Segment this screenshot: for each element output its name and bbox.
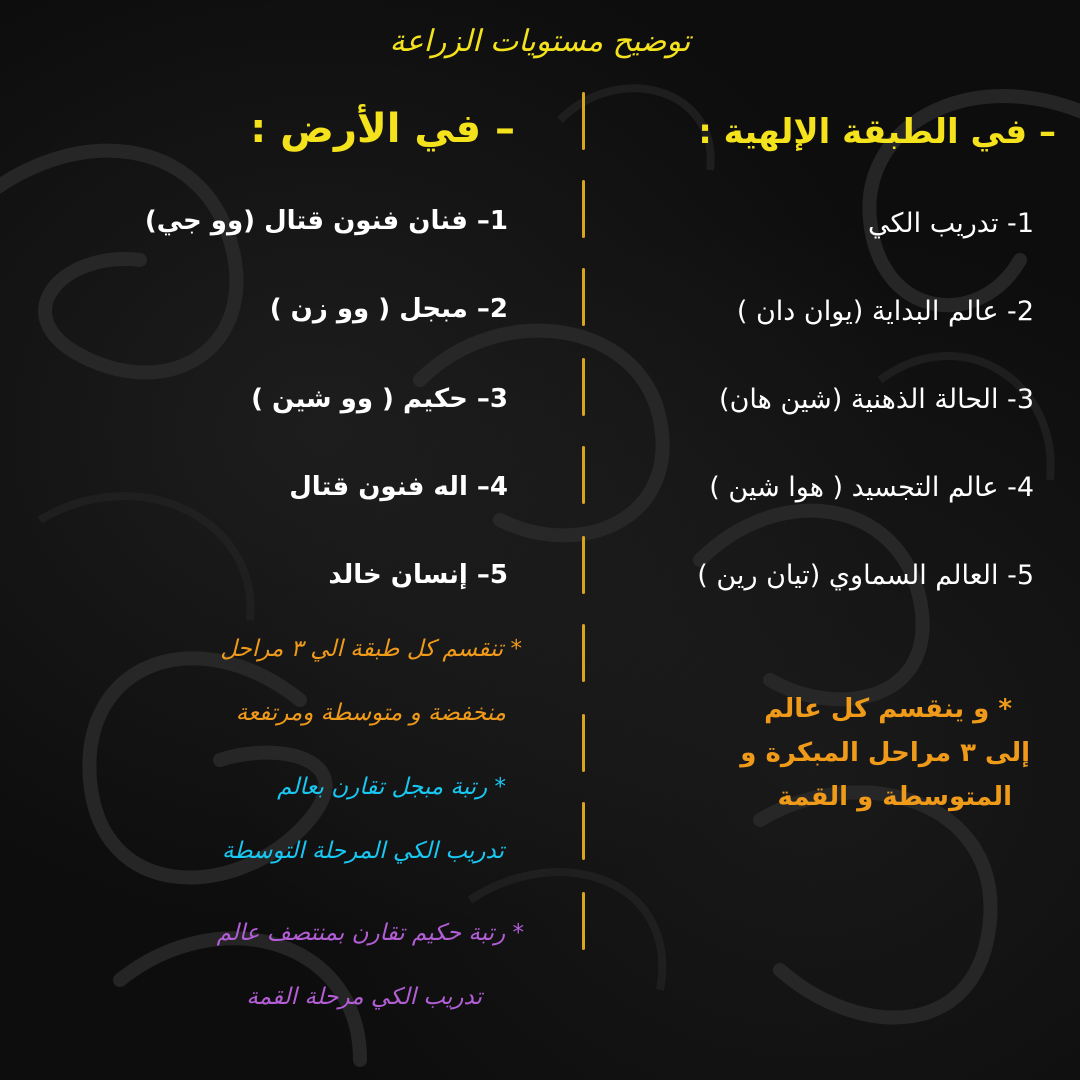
earth-level-5: 5– إنسان خالد [328,560,508,590]
earth-note-3-line-1: * رتبة حكيم تقارن بمنتصف عالم [216,920,524,946]
column-divider [582,714,585,772]
divine-level-4: 4- عالم التجسيد ( هوا شين ) [709,472,1034,503]
earth-note-1-line-1: * تنقسم كل طبقة الي ٣ مراحل [220,636,522,662]
column-divider [582,892,585,950]
earth-note-3-line-2: تدريب الكي مرحلة القمة [246,984,482,1010]
divine-note-line-2: إلى ٣ مراحل المبكرة و [740,738,1030,768]
earth-note-2-line-2: تدريب الكي المرحلة التوسطة [221,838,504,864]
divine-layer-heading: – في الطبقة الإلهية : [698,112,1056,152]
earth-note-1-line-2: منخفضة و متوسطة ومرتفعة [235,700,506,726]
divine-level-3: 3- الحالة الذهنية (شين هان) [719,384,1034,415]
earth-level-3: 3– حكيم ( وو شين ) [251,384,508,414]
earth-heading: – في الأرض : [250,106,515,152]
divine-level-2: 2- عالم البداية (يوان دان ) [736,296,1034,327]
column-divider [582,268,585,326]
earth-note-2-line-1: * رتبة مبجل تقارن بعالم [277,774,506,800]
earth-level-4: 4– اله فنون قتال [289,472,508,502]
column-divider [582,358,585,416]
column-divider [582,92,585,150]
divine-level-1: 1- تدريب الكي [868,208,1034,239]
divine-note-line-3: المتوسطة و القمة [777,782,1012,812]
page-title: توضيح مستويات الزراعة [389,24,691,59]
divine-level-5: 5- العالم السماوي (تيان رين ) [697,560,1034,591]
column-divider [582,446,585,504]
divine-note-line-1: * و ينقسم كل عالم [764,694,1012,724]
column-divider [582,180,585,238]
column-divider [582,802,585,860]
column-divider [582,624,585,682]
earth-level-2: 2– مبجل ( وو زن ) [269,294,508,324]
column-divider [582,536,585,594]
earth-level-1: 1– فنان فنون قتال (وو جي) [144,206,508,236]
